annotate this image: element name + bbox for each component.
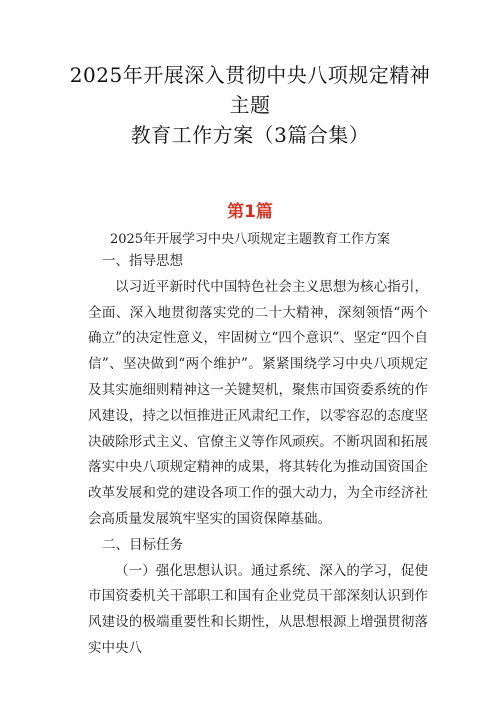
heading-goals-tasks: 二、目标任务 — [102, 536, 183, 553]
document-title-line-1: 2025年开展深入贯彻中央八项规定精神主题 — [69, 63, 431, 117]
heading-guiding-ideology: 一、指导思想 — [102, 253, 183, 269]
paragraph-strengthen-thinking: （一）强化思想认识。通过系统、深入的学习，促使市国资委机关干部职工和国有企业党员干部深刻认识到作风建设的极端重要性和长期性，从思想根源上增强贯彻落实中央八 — [88, 562, 428, 656]
document-body — [88, 249, 428, 662]
section-label: 第1篇 — [227, 202, 273, 222]
paragraph-guiding-ideology: 以习近平新时代中国特色社会主义思想为核心指引，全面、深入地贯彻落实党的二十大精神，深刻领悟“两个确立”的决定性意义，牢固树立“四个意识”、坚定“四个自信”、坚决做到“两个维护”。紧紧围绕学习中央八项规定及其实施细则精神这一关键契机，聚焦市国资委系统的作风建设，持之以恒推进正风肃纪工作，以零容忍的态度坚决破除形式主义、官僚主义等作风顽疾。不断巩固和拓展落实中央八项规定精神的成果，将其转化为推动国资国企改革发展和党的建设各项工作的强大动力，为全市经济社会高质量发展筑牢坚实的国资保障基础。 — [88, 278, 428, 527]
document-title-line-2: 教育工作方案（3篇合集） — [130, 123, 370, 147]
document-title — [60, 60, 440, 150]
plan-title: 2025年开展学习中央八项规定主题教育工作方案 — [109, 232, 391, 247]
